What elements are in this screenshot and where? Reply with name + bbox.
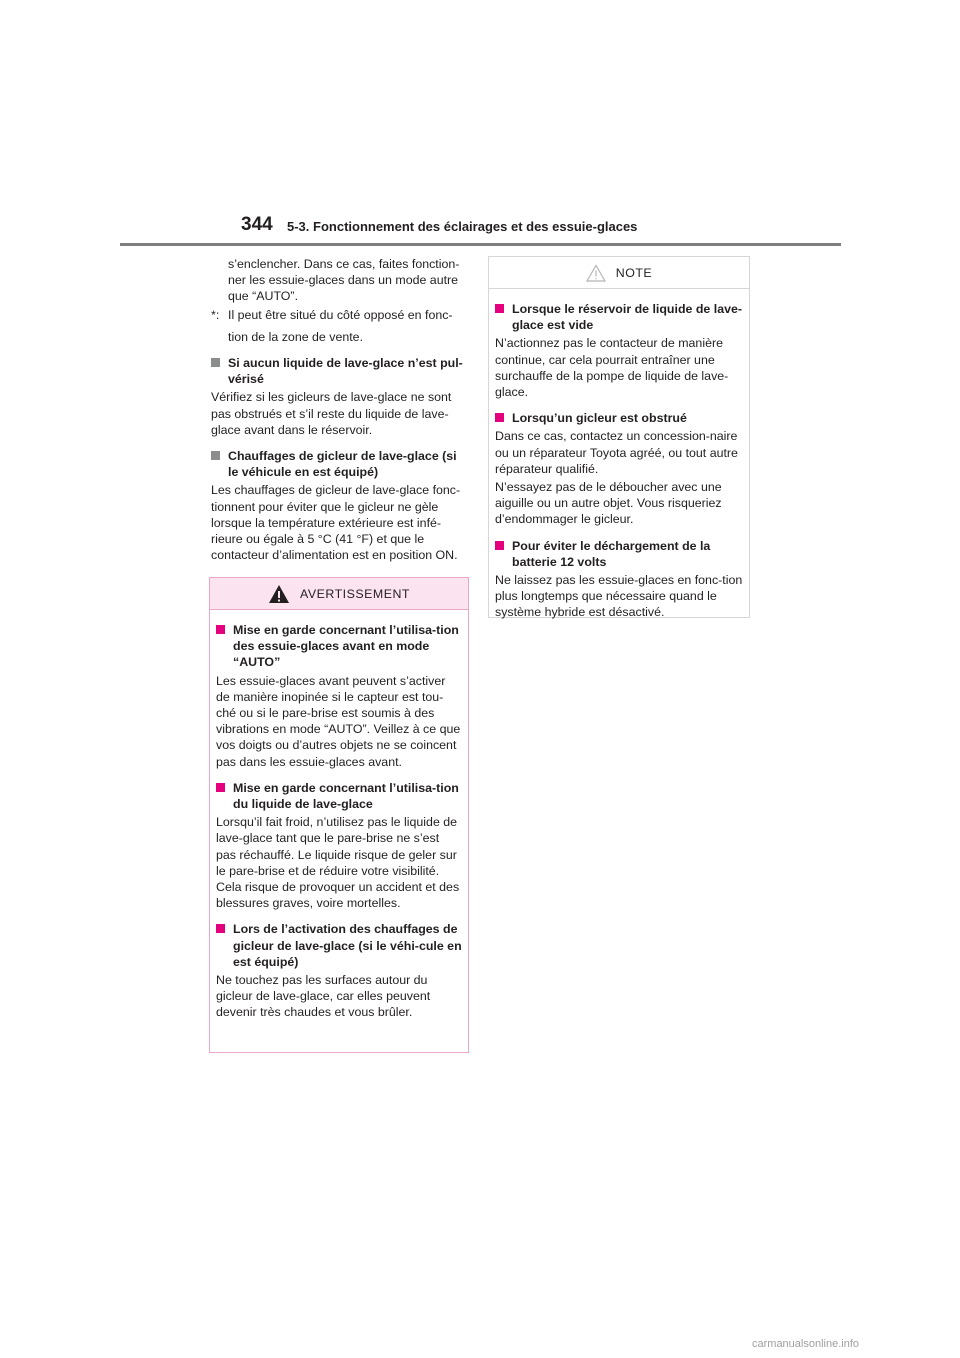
note-heading-text: Pour éviter le déchargement de la batterie 12 volts [512, 538, 711, 569]
warning-box-header [210, 578, 468, 610]
note-heading-text: Lorsqu’un gicleur est obstrué [512, 411, 687, 426]
square-bullet-icon [211, 358, 220, 367]
warning-body-text: Ne touchez pas les surfaces autour du gicleur de lave-glace, car elles peuvent devenir très chaudes et vous brûler. [216, 973, 431, 1020]
warning-heading [216, 622, 462, 671]
section-heading-text: Si aucun liquide de lave-glace n’est pul-vérisé [228, 356, 463, 387]
warning-heading-text: Mise en garde concernant l’utilisa-tion du liquide de lave-glace [233, 780, 459, 812]
square-bullet-icon [211, 451, 220, 460]
section-title: 5-3. Fonctionnement des éclairages et des essuie-glaces [287, 219, 638, 234]
footnote-continuation: tion de la zone de vente. [228, 329, 364, 344]
warning-heading [216, 780, 462, 812]
note-body-text: Dans ce cas, contactez un concession-naire ou un réparateur Toyota agréé, ou tout autre réparateur qualifié. [495, 429, 738, 476]
warning-box [209, 577, 469, 1053]
square-bullet-icon [216, 783, 225, 792]
watermark: carmanualsonline.info [752, 1338, 860, 1350]
warning-box-title: AVERTISSEMENT [299, 586, 410, 601]
section-heading [211, 355, 469, 387]
note-box-title: NOTE [615, 265, 653, 280]
note-heading [495, 301, 743, 333]
note-body-text: Ne laissez pas les essuie-glaces en fonc-tion plus longtemps que nécessaire quand le système hybride est désactivé. [495, 573, 743, 620]
warning-body-text: Lorsqu’il fait froid, n’utilisez pas le liquide de lave-glace tant que le pare-brise ne s’est pas réchauffé. Le liquide risque de geler sur le pare-brise et de réduire votre visibilité. Cela risque de provoquer un accident et des blessures graves, voire mortelles. [216, 815, 460, 911]
warning-heading-text: Mise en garde concernant l’utilisa-tion des essuie-glaces avant en mode “AUTO” [233, 623, 459, 670]
warning-heading-text: Lors de l’activation des chauffages de gicleur de lave-glace (si le véhi-cule en est équipé) [233, 922, 462, 969]
note-box [488, 256, 750, 618]
page-number: 344 [241, 214, 273, 235]
footnote [211, 307, 469, 323]
note-body-text: N’actionnez pas le contacteur de manière continue, car cela pourrait entraîner une surchauffe de la pompe de liquide de lave-glace. [495, 336, 729, 400]
section-body: Vérifiez si les gicleurs de lave-glace ne sont pas obstrués et s’il reste du liquide de lave-glace avant dans le réservoir. [211, 390, 452, 437]
warning-triangle-icon [268, 584, 290, 604]
left-column [211, 256, 469, 565]
continuation-paragraph: s’enclencher. Dans ce cas, faites fonction-ner les essuie-glaces dans un mode autre que “AUTO”. [228, 257, 460, 304]
section-heading [211, 448, 469, 480]
footnote-mark: *: [211, 307, 220, 322]
note-box-header [489, 257, 749, 289]
square-bullet-icon [495, 541, 504, 550]
footnote-text: Il peut être situé du côté opposé en fonc- [228, 307, 453, 322]
warning-heading [216, 921, 462, 970]
header-divider [120, 243, 841, 246]
note-heading [495, 538, 743, 570]
square-bullet-icon [216, 924, 225, 933]
square-bullet-icon [495, 413, 504, 422]
warning-body-text: Les essuie-glaces avant peuvent s’activer de manière inopinée si le capteur est tou-ché ou si le pare-brise est soumis à des vibrations en mode “AUTO”. Veillez à ce que vos doigts ou d’autres objets ne se coincent pas dans les essuie-glaces avant. [216, 673, 461, 769]
square-bullet-icon [216, 625, 225, 634]
note-box-body [489, 289, 749, 621]
caution-triangle-outline-icon [586, 264, 606, 282]
section-body: Les chauffages de gicleur de lave-glace fonc-tionnent pour éviter que le gicleur ne gèle lorsque la température extérieure est infé-rieure ou égale à 5 °C (41 °F) et que le contacteur d’alimentation est en position ON. [211, 483, 461, 563]
page-header [0, 0, 960, 250]
note-body-text: N’essayez pas de le déboucher avec une aiguille ou un autre objet. Vous risqueriez d’endommager le gicleur. [495, 480, 722, 527]
note-heading [495, 410, 743, 426]
section-heading-text: Chauffages de gicleur de lave-glace (si le véhicule en est équipé) [228, 449, 457, 480]
note-heading-text: Lorsque le réservoir de liquide de lave-glace est vide [512, 302, 742, 333]
square-bullet-icon [495, 304, 504, 313]
warning-box-body [210, 610, 468, 1021]
